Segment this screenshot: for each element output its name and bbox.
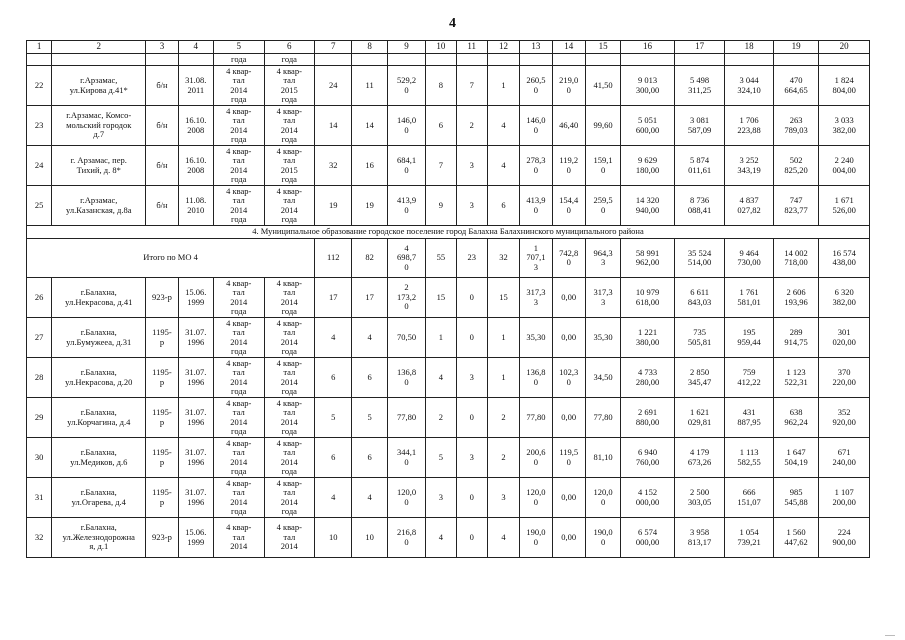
cell-c13: 413,9 0	[520, 186, 552, 226]
cell-c3: б/н	[146, 106, 178, 146]
cell-c13: 200,6 0	[520, 438, 552, 478]
cell-c15: 34,50	[585, 358, 620, 398]
cell-c17: 3 081 587,09	[674, 106, 725, 146]
cell-c11: 3	[456, 186, 487, 226]
address-cell: г.Балахна, ул.Некрасова, д.41	[52, 278, 146, 318]
cell-c10: 4	[426, 358, 456, 398]
cell-c11: 0	[456, 478, 487, 518]
table-row	[27, 186, 870, 226]
table-row	[27, 106, 870, 146]
cont-col6: года	[264, 54, 315, 66]
header-col-15: 15	[585, 41, 620, 54]
cell-c12: 4	[487, 106, 519, 146]
cell-c19: 2 606 193,96	[773, 278, 818, 318]
cell-c11: 2	[456, 106, 487, 146]
cell-c19: 470 664,65	[773, 66, 818, 106]
housing-table	[26, 40, 870, 558]
header-col-7: 7	[315, 41, 352, 54]
cell-c7: 5	[315, 398, 352, 438]
cell-c18: 195 959,44	[725, 318, 774, 358]
cell-c9: 413,9 0	[387, 186, 425, 226]
address-cell: г.Арзамас, ул.Кирова д.41*	[52, 66, 146, 106]
cell-c7: 4	[315, 318, 352, 358]
cell-c17: 5 874 011,61	[674, 146, 725, 186]
total-c8: 82	[352, 239, 387, 278]
cell-c12: 2	[487, 398, 519, 438]
cell-c14: 0,00	[552, 518, 585, 558]
cell-c13: 190,0 0	[520, 518, 552, 558]
table-row	[27, 438, 870, 478]
header-col-1: 1	[27, 41, 52, 54]
address-cell: г.Балахна, ул.Некрасова, д.20	[52, 358, 146, 398]
total-c9: 4 698,7 0	[387, 239, 425, 278]
cell-c9: 216,8 0	[387, 518, 425, 558]
cell-c5: 4 квар- тал 2014 года	[213, 398, 264, 438]
section-row	[27, 226, 870, 239]
cell-c7: 4	[315, 478, 352, 518]
cell-c1: 23	[27, 106, 52, 146]
cell-c4: 31.07. 1996	[178, 318, 213, 358]
cell-c19: 289 914,75	[773, 318, 818, 358]
cell-c5: 4 квар- тал 2014 года	[213, 186, 264, 226]
cell-c17: 4 179 673,26	[674, 438, 725, 478]
cell-c17: 2 500 303,05	[674, 478, 725, 518]
cell-c8: 5	[352, 398, 387, 438]
cell-c17: 2 850 345,47	[674, 358, 725, 398]
cell-c7: 6	[315, 358, 352, 398]
cell-c12: 2	[487, 438, 519, 478]
total-c12: 32	[487, 239, 519, 278]
cell-c4: 16.10. 2008	[178, 146, 213, 186]
cell-c15: 81,10	[585, 438, 620, 478]
cell-c3: 1195- р	[146, 398, 178, 438]
continuation-row	[27, 54, 870, 66]
cell-c15: 190,0 0	[585, 518, 620, 558]
cell-c3: б/н	[146, 186, 178, 226]
cell-c19: 263 789,03	[773, 106, 818, 146]
cell-c20: 370 220,00	[819, 358, 870, 398]
cell-c1: 31	[27, 478, 52, 518]
cell-c18: 1 761 581,01	[725, 278, 774, 318]
cell-c19: 1 560 447,62	[773, 518, 818, 558]
cell-c5: 4 квар- тал 2014 года	[213, 318, 264, 358]
cell-c8: 10	[352, 518, 387, 558]
cell-c9: 344,1 0	[387, 438, 425, 478]
cell-c8: 14	[352, 106, 387, 146]
cell-c5: 4 квар- тал 2014 года	[213, 438, 264, 478]
cell-c8: 4	[352, 318, 387, 358]
cell-c11: 0	[456, 318, 487, 358]
header-col-6: 6	[264, 41, 315, 54]
cell-c5: 4 квар- тал 2014 года	[213, 66, 264, 106]
cell-c20: 2 240 004,00	[819, 146, 870, 186]
cell-c13: 136,8 0	[520, 358, 552, 398]
address-cell: г.Балахна, ул.Бумужееа, д.31	[52, 318, 146, 358]
cell-c13: 317,3 3	[520, 278, 552, 318]
header-col-19: 19	[773, 41, 818, 54]
table-row	[27, 398, 870, 438]
table-row	[27, 518, 870, 558]
cell-c8: 17	[352, 278, 387, 318]
cell-c6: 4 квар- тал 2014 года	[264, 186, 315, 226]
cell-c17: 6 611 843,03	[674, 278, 725, 318]
table-row	[27, 358, 870, 398]
cell-c13: 260,5 0	[520, 66, 552, 106]
cell-c3: б/н	[146, 146, 178, 186]
cell-c11: 0	[456, 398, 487, 438]
cell-c10: 6	[426, 106, 456, 146]
cell-c19: 502 825,20	[773, 146, 818, 186]
cell-c4: 31.07. 1996	[178, 358, 213, 398]
header-col-12: 12	[487, 41, 519, 54]
table-row	[27, 318, 870, 358]
header-col-20: 20	[819, 41, 870, 54]
cell-c9: 146,0 0	[387, 106, 425, 146]
cell-c4: 11.08. 2010	[178, 186, 213, 226]
cell-c13: 120,0 0	[520, 478, 552, 518]
total-c19: 14 002 718,00	[773, 239, 818, 278]
total-c16: 58 991 962,00	[621, 239, 675, 278]
cell-c15: 259,5 0	[585, 186, 620, 226]
cell-c20: 6 320 382,00	[819, 278, 870, 318]
cell-c1: 26	[27, 278, 52, 318]
total-c20: 16 574 438,00	[819, 239, 870, 278]
cell-c6: 4 квар- тал 2014 года	[264, 358, 315, 398]
cell-c12: 1	[487, 66, 519, 106]
cell-c4: 15.06. 1999	[178, 518, 213, 558]
cell-c16: 14 320 940,00	[621, 186, 675, 226]
header-col-14: 14	[552, 41, 585, 54]
table-row	[27, 278, 870, 318]
cell-c3: 1195- р	[146, 438, 178, 478]
total-c15: 964,3 3	[585, 239, 620, 278]
cell-c5: 4 квар- тал 2014 года	[213, 146, 264, 186]
cell-c16: 9 629 180,00	[621, 146, 675, 186]
cell-c14: 154,4 0	[552, 186, 585, 226]
cell-c9: 120,0 0	[387, 478, 425, 518]
cell-c19: 1 647 504,19	[773, 438, 818, 478]
header-row	[27, 41, 870, 54]
cell-c4: 31.07. 1996	[178, 398, 213, 438]
address-cell: г.Арзамас, ул.Казанская, д.8а	[52, 186, 146, 226]
cell-c6: 4 квар- тал 2015 года	[264, 146, 315, 186]
header-col-5: 5	[213, 41, 264, 54]
cell-c10: 1	[426, 318, 456, 358]
cell-c7: 19	[315, 186, 352, 226]
cell-c17: 1 621 029,81	[674, 398, 725, 438]
cell-c12: 3	[487, 478, 519, 518]
cell-c7: 10	[315, 518, 352, 558]
cell-c14: 119,5 0	[552, 438, 585, 478]
cell-c1: 22	[27, 66, 52, 106]
cell-c17: 8 736 088,41	[674, 186, 725, 226]
cell-c3: 1195- р	[146, 318, 178, 358]
cell-c14: 0,00	[552, 398, 585, 438]
address-cell: г.Арзамас, Комсо- мольский городок д.7	[52, 106, 146, 146]
cell-c19: 985 545,88	[773, 478, 818, 518]
cell-c9: 77,80	[387, 398, 425, 438]
cell-c15: 35,30	[585, 318, 620, 358]
cell-c8: 16	[352, 146, 387, 186]
cell-c8: 4	[352, 478, 387, 518]
cell-c6: 4 квар- тал 2014 года	[264, 106, 315, 146]
cell-c11: 3	[456, 358, 487, 398]
cell-c3: 1195- р	[146, 358, 178, 398]
cell-c15: 41,50	[585, 66, 620, 106]
cell-c8: 11	[352, 66, 387, 106]
cell-c14: 0,00	[552, 478, 585, 518]
cell-c6: 4 квар- тал 2014 года	[264, 478, 315, 518]
cell-c11: 3	[456, 146, 487, 186]
cell-c13: 35,30	[520, 318, 552, 358]
cell-c7: 14	[315, 106, 352, 146]
cell-c3: б/н	[146, 66, 178, 106]
address-cell: г. Арзамас, пер. Тихий, д. 8*	[52, 146, 146, 186]
cell-c10: 4	[426, 518, 456, 558]
header-col-10: 10	[426, 41, 456, 54]
cell-c10: 5	[426, 438, 456, 478]
total-c14: 742,8 0	[552, 239, 585, 278]
cell-c18: 3 044 324,10	[725, 66, 774, 106]
cell-c6: 4 квар- тал 2015 года	[264, 66, 315, 106]
cell-c16: 5 051 600,00	[621, 106, 675, 146]
cell-c3: 1195- р	[146, 478, 178, 518]
cell-c13: 278,3 0	[520, 146, 552, 186]
cell-c14: 102,3 0	[552, 358, 585, 398]
cell-c10: 15	[426, 278, 456, 318]
cell-c20: 224 900,00	[819, 518, 870, 558]
section-title: 4. Муниципальное образование городское поселение город Балахна Балахнинского муниципального района	[27, 226, 870, 239]
cell-c16: 4 733 280,00	[621, 358, 675, 398]
total-c7: 112	[315, 239, 352, 278]
cell-c1: 27	[27, 318, 52, 358]
table-row	[27, 146, 870, 186]
cell-c7: 6	[315, 438, 352, 478]
cell-c20: 301 020,00	[819, 318, 870, 358]
cell-c6: 4 квар- тал 2014 года	[264, 278, 315, 318]
cell-c5: 4 квар- тал 2014 года	[213, 358, 264, 398]
cell-c1: 30	[27, 438, 52, 478]
total-c10: 55	[426, 239, 456, 278]
cell-c6: 4 квар- тал 2014 года	[264, 398, 315, 438]
cell-c9: 529,2 0	[387, 66, 425, 106]
header-col-3: 3	[146, 41, 178, 54]
cell-c14: 119,2 0	[552, 146, 585, 186]
address-cell: г.Балахна, ул.Корчагина, д.4	[52, 398, 146, 438]
cell-c10: 7	[426, 146, 456, 186]
cell-c18: 1 113 582,55	[725, 438, 774, 478]
cell-c6: 4 квар- тал 2014 года	[264, 318, 315, 358]
cell-c16: 4 152 000,00	[621, 478, 675, 518]
total-c17: 35 524 514,00	[674, 239, 725, 278]
cell-c11: 0	[456, 518, 487, 558]
table-row	[27, 66, 870, 106]
cell-c12: 4	[487, 146, 519, 186]
total-row	[27, 239, 870, 278]
cell-c16: 10 979 618,00	[621, 278, 675, 318]
cell-c17: 3 958 813,17	[674, 518, 725, 558]
cell-c9: 2 173,2 0	[387, 278, 425, 318]
cell-c20: 3 033 382,00	[819, 106, 870, 146]
header-col-4: 4	[178, 41, 213, 54]
cell-c10: 9	[426, 186, 456, 226]
cell-c18: 4 837 027,82	[725, 186, 774, 226]
address-cell: г.Балахна, ул.Медиков, д.6	[52, 438, 146, 478]
cell-c4: 16.10. 2008	[178, 106, 213, 146]
cell-c18: 431 887,95	[725, 398, 774, 438]
cell-c6: 4 квар- тал 2014	[264, 518, 315, 558]
header-col-9: 9	[387, 41, 425, 54]
cell-c11: 7	[456, 66, 487, 106]
cell-c4: 31.07. 1996	[178, 478, 213, 518]
cell-c18: 1 706 223,88	[725, 106, 774, 146]
cell-c13: 146,0 0	[520, 106, 552, 146]
cell-c7: 32	[315, 146, 352, 186]
cell-c12: 15	[487, 278, 519, 318]
cell-c17: 5 498 311,25	[674, 66, 725, 106]
page-edge-mark	[885, 635, 895, 636]
cell-c10: 2	[426, 398, 456, 438]
cell-c1: 24	[27, 146, 52, 186]
address-cell: г.Балахна, ул.Огарева, д.4	[52, 478, 146, 518]
cell-c10: 3	[426, 478, 456, 518]
cell-c14: 0,00	[552, 318, 585, 358]
cell-c16: 6 574 000,00	[621, 518, 675, 558]
cell-c18: 666 151,07	[725, 478, 774, 518]
cell-c8: 19	[352, 186, 387, 226]
cell-c1: 32	[27, 518, 52, 558]
cell-c18: 759 412,22	[725, 358, 774, 398]
cell-c16: 1 221 380,00	[621, 318, 675, 358]
cell-c14: 0,00	[552, 278, 585, 318]
cell-c15: 99,60	[585, 106, 620, 146]
cell-c9: 684,1 0	[387, 146, 425, 186]
cell-c19: 1 123 522,31	[773, 358, 818, 398]
cell-c16: 9 013 300,00	[621, 66, 675, 106]
cell-c19: 747 823,77	[773, 186, 818, 226]
cell-c8: 6	[352, 358, 387, 398]
cell-c10: 8	[426, 66, 456, 106]
header-col-13: 13	[520, 41, 552, 54]
cell-c7: 24	[315, 66, 352, 106]
total-c18: 9 464 730,00	[725, 239, 774, 278]
header-col-8: 8	[352, 41, 387, 54]
cell-c15: 77,80	[585, 398, 620, 438]
cell-c1: 25	[27, 186, 52, 226]
cell-c9: 70,50	[387, 318, 425, 358]
page-number: 4	[449, 16, 456, 31]
cell-c12: 1	[487, 318, 519, 358]
cell-c14: 46,40	[552, 106, 585, 146]
cell-c16: 6 940 760,00	[621, 438, 675, 478]
header-col-11: 11	[456, 41, 487, 54]
cell-c18: 3 252 343,19	[725, 146, 774, 186]
cell-c1: 29	[27, 398, 52, 438]
header-col-2: 2	[52, 41, 146, 54]
cell-c19: 638 962,24	[773, 398, 818, 438]
cell-c18: 1 054 739,21	[725, 518, 774, 558]
cell-c12: 6	[487, 186, 519, 226]
cell-c5: 4 квар- тал 2014 года	[213, 478, 264, 518]
header-col-17: 17	[674, 41, 725, 54]
cell-c15: 317,3 3	[585, 278, 620, 318]
cell-c5: 4 квар- тал 2014 года	[213, 278, 264, 318]
cell-c15: 159,1 0	[585, 146, 620, 186]
table-row	[27, 478, 870, 518]
cont-col5: года	[213, 54, 264, 66]
cell-c5: 4 квар- тал 2014 года	[213, 106, 264, 146]
cell-c4: 31.07. 1996	[178, 438, 213, 478]
cell-c12: 4	[487, 518, 519, 558]
cell-c3: 923-р	[146, 518, 178, 558]
cell-c15: 120,0 0	[585, 478, 620, 518]
cell-c16: 2 691 880,00	[621, 398, 675, 438]
cell-c17: 735 505,81	[674, 318, 725, 358]
cell-c20: 1 671 526,00	[819, 186, 870, 226]
header-col-16: 16	[621, 41, 675, 54]
cell-c1: 28	[27, 358, 52, 398]
header-col-18: 18	[725, 41, 774, 54]
cell-c14: 219,0 0	[552, 66, 585, 106]
cell-c9: 136,8 0	[387, 358, 425, 398]
cell-c11: 3	[456, 438, 487, 478]
cell-c20: 1 107 200,00	[819, 478, 870, 518]
cell-c12: 1	[487, 358, 519, 398]
cell-c11: 0	[456, 278, 487, 318]
cell-c20: 671 240,00	[819, 438, 870, 478]
cell-c8: 6	[352, 438, 387, 478]
cell-c20: 1 824 804,00	[819, 66, 870, 106]
total-c13: 1 707,1 3	[520, 239, 552, 278]
cell-c20: 352 920,00	[819, 398, 870, 438]
cell-c6: 4 квар- тал 2014 года	[264, 438, 315, 478]
address-cell: г.Балахна, ул.Железнодорожна я, д.1	[52, 518, 146, 558]
cell-c4: 15.06. 1999	[178, 278, 213, 318]
cell-c3: 923-р	[146, 278, 178, 318]
cell-c13: 77,80	[520, 398, 552, 438]
cell-c7: 17	[315, 278, 352, 318]
cell-c4: 31.08. 2011	[178, 66, 213, 106]
cell-c5: 4 квар- тал 2014	[213, 518, 264, 558]
total-c11: 23	[456, 239, 487, 278]
total-label: Итого по МО 4	[27, 239, 315, 278]
